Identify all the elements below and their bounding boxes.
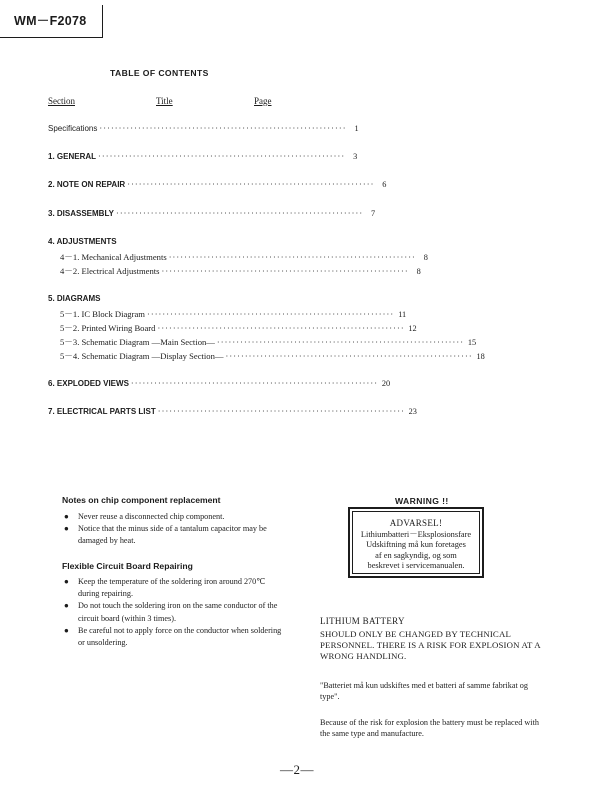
lithium-danish-quote: "Batteriet må kun udskiftes med et batteri af samme fabrikat og type".	[320, 681, 528, 701]
bullet-icon: ●	[64, 524, 69, 534]
toc-entry-specifications[interactable]	[48, 124, 359, 133]
leader-dots: ································································	[216, 338, 465, 347]
leader-dots: ································································	[146, 310, 395, 319]
toc-heading-diagrams[interactable]	[48, 294, 274, 303]
leader-dots: ································································	[127, 180, 375, 189]
toc-entry-page: 23	[408, 407, 417, 416]
toc-heading-adjustments[interactable]	[48, 237, 274, 246]
toc-entry-general[interactable]	[48, 152, 358, 161]
toc-entry-label: 2. NOTE ON REPAIR	[48, 180, 126, 189]
toc-entry-label: 4. ADJUSTMENTS	[48, 237, 117, 246]
lithium-replacement-note: Because of the risk for explosion the battery must be replaced with the same type and manufacture.	[320, 718, 539, 738]
toc-entry-disassembly[interactable]	[48, 209, 376, 218]
leader-dots: ································································	[157, 324, 405, 333]
toc-entry-label: 3. DISASSEMBLY	[48, 209, 114, 218]
chip-notes-list	[62, 511, 284, 548]
flex-board-list	[62, 576, 284, 649]
header-rule-vertical	[102, 5, 103, 38]
model-number: WM－F2078	[14, 14, 87, 28]
toc-entry-label: 4－1. Mechanical Adjustments	[60, 252, 167, 262]
leader-dots: ································································	[225, 352, 473, 361]
leader-dots: ································································	[157, 407, 405, 416]
toc-entry-page: 8	[423, 253, 428, 262]
list-item-text: Notice that the minus side of a tantalum capacitor may be damaged by heat.	[78, 524, 267, 546]
list-item-text: Do not touch the soldering iron on the same conductor of the circuit board (within 3 times).	[78, 601, 278, 623]
toc-entry-label: 5－4. Schematic Diagram —Display Section—	[60, 351, 224, 361]
toc-entry-printed-wiring-board[interactable]	[60, 322, 417, 334]
toc-entry-page: 8	[416, 267, 421, 276]
lithium-battery-title: LITHIUM BATTERY	[320, 616, 405, 626]
toc-entry-electrical-parts-list[interactable]	[48, 407, 417, 416]
warning-box-line: Lithiumbatteri－Eksplosionsfare	[360, 529, 472, 539]
toc-col-section: Section	[48, 96, 75, 106]
toc-entry-mechanical-adjustments[interactable]	[60, 251, 428, 263]
list-item-text: Keep the temperature of the soldering iron around 270℃ during repairing.	[78, 577, 266, 599]
toc-entry-note-on-repair[interactable]	[48, 180, 387, 189]
leader-dots: ································································	[99, 124, 347, 133]
warning-box-line: Udskiftning må kun foretages	[366, 540, 466, 550]
toc-entry-page: 6	[382, 180, 387, 189]
list-item-text: Never reuse a disconnected chip component.	[78, 512, 225, 521]
toc-col-page: Page	[254, 96, 272, 106]
toc-col-title: Title	[156, 96, 173, 106]
toc-entry-label: 7. ELECTRICAL PARTS LIST	[48, 407, 156, 416]
toc-entry-label: 5. DIAGRAMS	[48, 294, 101, 303]
page-number: —2—	[280, 762, 314, 777]
toc-entry-page: 12	[408, 324, 417, 333]
toc-entry-label: 5－1. IC Block Diagram	[60, 309, 145, 319]
header-rule-horizontal	[0, 37, 103, 38]
toc-entry-page: 18	[476, 352, 485, 361]
warning-title: WARNING !!	[395, 496, 449, 506]
flex-board-title: Flexible Circuit Board Repairing	[62, 561, 193, 571]
bullet-icon: ●	[64, 512, 69, 521]
leader-dots: ································································	[161, 267, 409, 276]
toc-entry-label: 4－2. Electrical Adjustments	[60, 266, 160, 276]
chip-notes-title: Notes on chip component replacement	[62, 495, 221, 505]
toc-entry-page: 11	[398, 310, 407, 319]
warning-box-heading: ADVARSEL!	[389, 518, 443, 528]
bullet-icon: ●	[64, 625, 69, 635]
toc-entry-ic-block-diagram[interactable]	[60, 308, 407, 320]
toc-entry-electrical-adjustments[interactable]	[60, 265, 421, 277]
warning-box	[348, 507, 484, 578]
leader-dots: ································································	[98, 152, 346, 161]
toc-entry-label: Specifications	[48, 124, 98, 133]
list-item-text: Be careful not to apply force on the conductor when soldering or unsoldering.	[78, 625, 282, 648]
lithium-battery-text: SHOULD ONLY BE CHANGED BY TECHNICAL PERSONNEL. THERE IS A RISK FOR EXPLOSION AT A WRONG HANDLING.	[320, 629, 541, 661]
list-item	[62, 600, 284, 624]
leader-dots: ································································	[115, 209, 364, 218]
toc-entry-page: 3	[353, 152, 358, 161]
warning-box-inner	[352, 511, 480, 574]
toc-entry-label: 5－2. Printed Wiring Board	[60, 323, 156, 333]
leader-dots: ································································	[168, 253, 416, 262]
toc-entry-page: 20	[381, 379, 391, 388]
list-item	[62, 625, 284, 649]
toc-entry-exploded-views[interactable]	[48, 379, 391, 388]
bullet-icon: ●	[64, 601, 69, 611]
toc-title: TABLE OF CONTENTS	[110, 68, 209, 78]
warning-box-line: af en sagkyndig, og som	[375, 550, 457, 560]
toc-entry-schematic-main[interactable]	[60, 336, 477, 348]
toc-entry-label: 1. GENERAL	[48, 152, 97, 161]
toc-entry-label: 5－3. Schematic Diagram —Main Section—	[60, 337, 215, 347]
list-item	[62, 523, 284, 547]
toc-entry-label: 6. EXPLODED VIEWS	[48, 379, 129, 388]
list-item	[62, 511, 284, 523]
toc-entry-page: 1	[354, 124, 359, 133]
toc-entry-page: 15	[467, 338, 477, 347]
toc-entry-schematic-display[interactable]	[60, 350, 485, 362]
toc-entry-page: 7	[371, 209, 376, 218]
leader-dots: ································································	[130, 379, 379, 388]
warning-box-line: beskrevet i servicemanualen.	[367, 561, 465, 571]
bullet-icon: ●	[64, 577, 69, 586]
list-item	[62, 576, 284, 600]
